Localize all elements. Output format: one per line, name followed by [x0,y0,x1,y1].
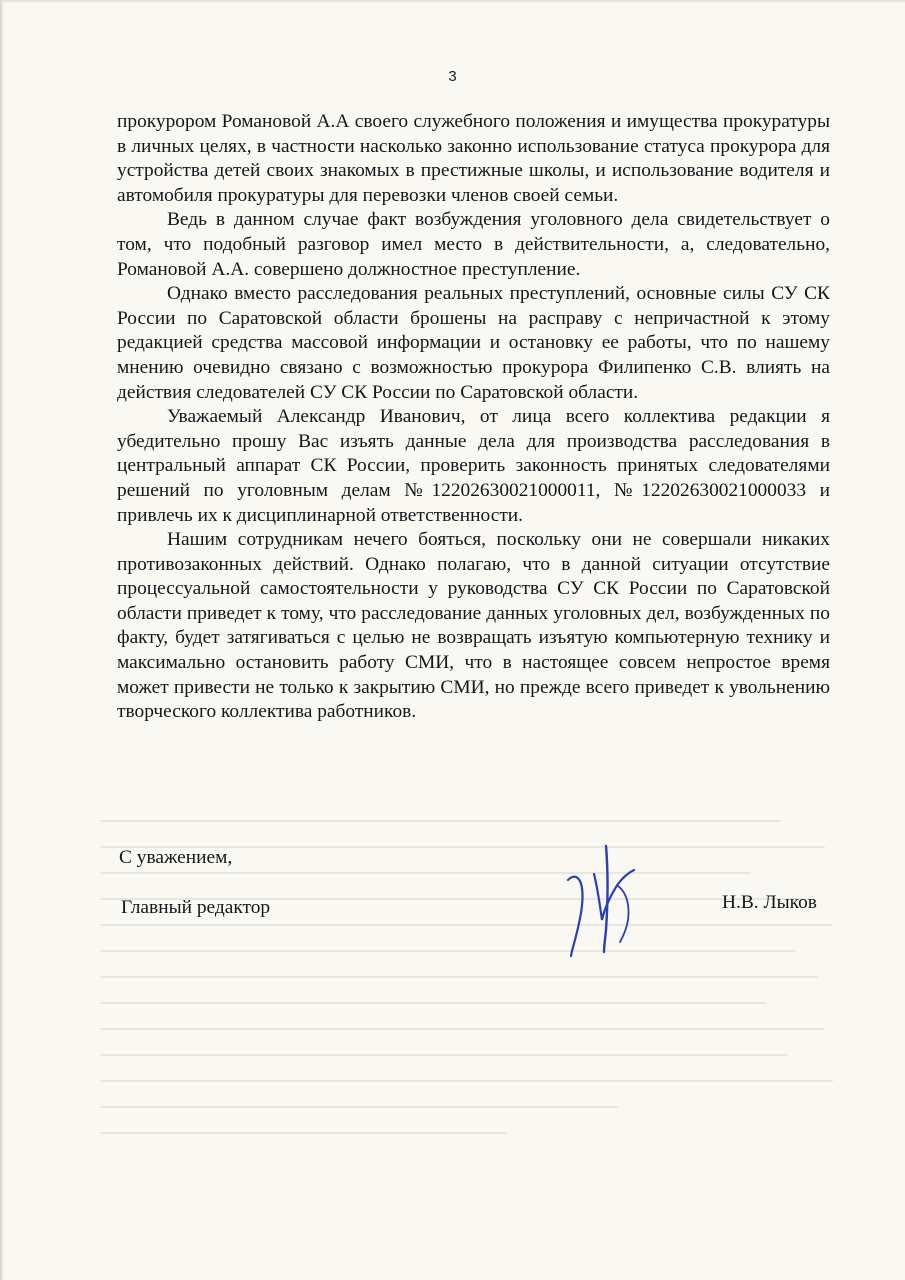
reverse-side-bleed-through [100,820,840,1200]
scan-edge-top [0,0,905,3]
paragraph-3: Однако вместо расследования реальных преступлений, основные силы СУ СК России по Саратовской области брошены на расправу с непричастной к этому редакцией средства массовой информации и остановку ее работы, что по нашему мнению очевидно связано с возможностью прокурора Филипенко С.В. влиять на действия следователей СУ СК России по Саратовской области. [117,283,830,403]
letter-body [117,110,830,725]
paragraph-4: Уважаемый Александр Иванович, от лица всего коллектива редакции я убедительно прошу Вас изъять данные дела для производства расследования в центральный аппарат СК России, проверить законность принятых следователями решений по уголовным делам №12202630021000011, №12202630021000033 и привлечь их к дисциплинарной ответственности. [117,406,830,526]
paragraph-1: прокурором Романовой А.А своего служебного положения и имущества прокуратуры в личных целях, в частности насколько законно использование статуса прокурора для устройства детей своих знакомых в престижные школы, и использование водителя и автомобиля прокуратуры для перевозки членов своей семьи. [117,111,830,206]
signer-name: Н.В. Лыков [722,892,817,913]
closing-salutation: С уважением, [119,847,233,868]
signer-title: Главный редактор [121,897,271,918]
paragraph-2: Ведь в данном случае факт возбуждения уголовного дела свидетельствует о том, что подобный разговор имел место в действительности, а, следовательно, Романовой А.А. совершено должностное преступление. [117,209,830,280]
paragraph-5: Нашим сотрудникам нечего бояться, поскольку они не совершали никаких противозаконных действий. Однако полагаю, что в данной ситуации отсутствие процессуальной самостоятельности у руководства СУ СК России по Саратовской области приведет к тому, что расследование данных уголовных дел, возбужденных по факту, будет затягиваться с целью не возвращать изъятую компьютерную технику и максимально остановить работу СМИ, что в настоящее совсем непростое время может привести не только к закрытию СМИ, но прежде всего приведет к увольнению творческого коллектива работников. [117,529,830,723]
page-number: 3 [448,68,457,85]
handwritten-signature [560,840,680,960]
scan-edge-left [0,0,4,1280]
